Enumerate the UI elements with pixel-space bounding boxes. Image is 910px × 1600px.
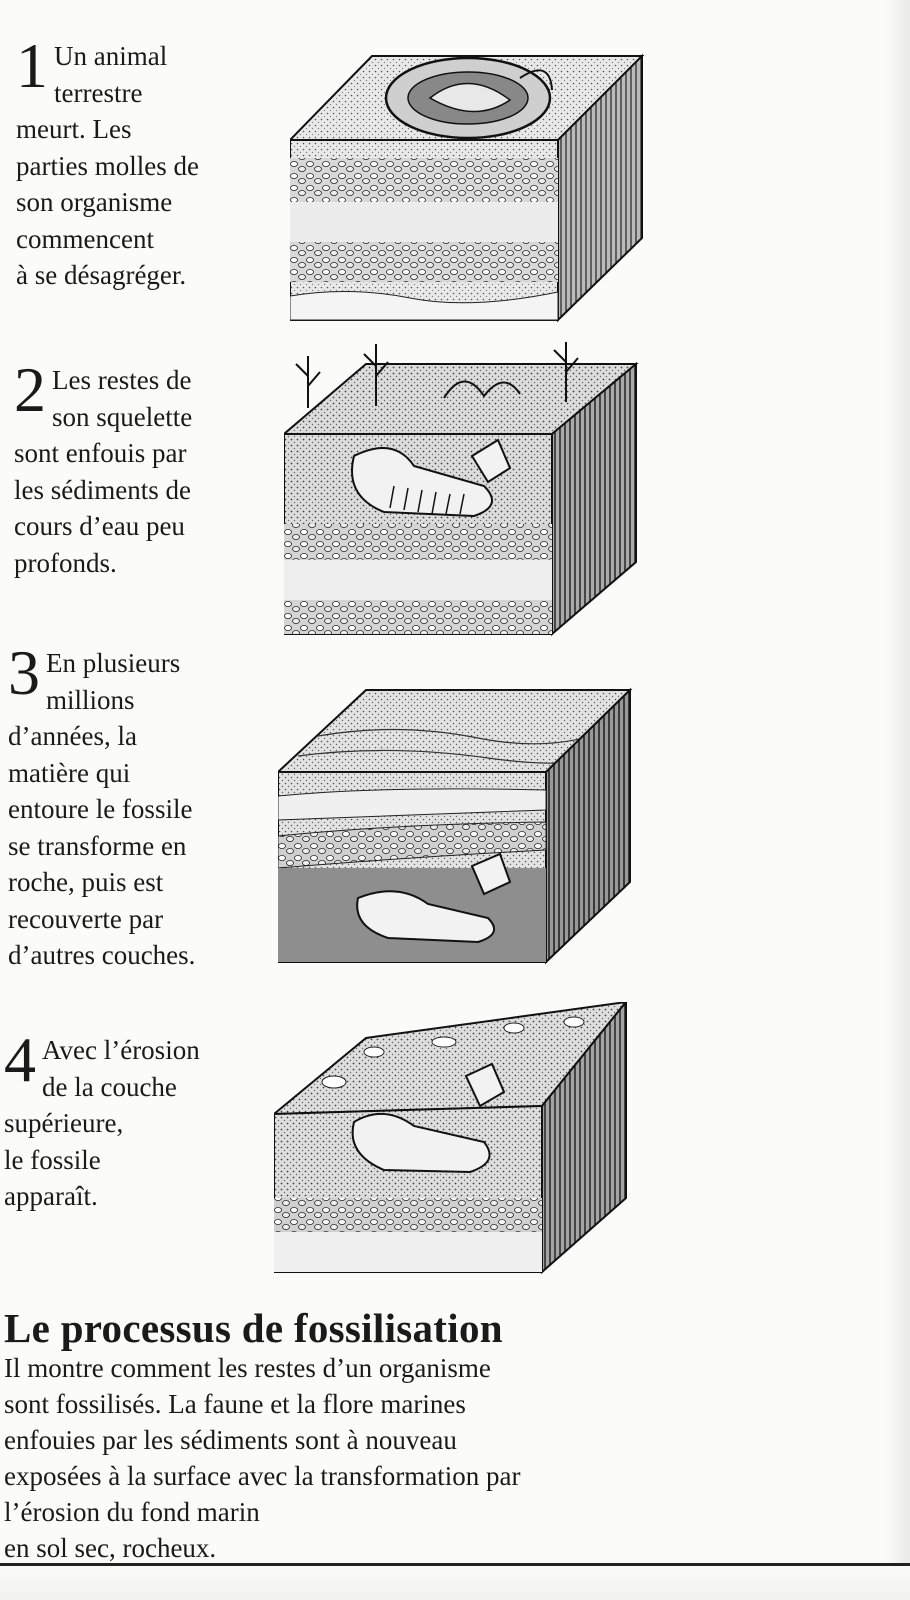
step-2-line: cours d’eau peu [14,511,185,541]
step-4-line: supérieure, [4,1108,124,1138]
step-4-line: Avec l’érosion [42,1035,200,1065]
step-3-line: En plusieurs [46,648,181,678]
step-3-line: recouverte par [8,903,164,934]
step-4-line: le fossile [4,1144,101,1175]
step-3-line: d’autres couches. [8,940,196,970]
step-1-line: commencent [16,223,154,254]
caption-line: sont fossilisés. La faune et la flore marines [4,1389,466,1419]
step-2-line: profonds. [14,547,117,578]
step-3-text [8,637,270,974]
step-4-text [4,1024,266,1215]
step-3-line: entoure le fossile [8,794,193,824]
step-4-line: apparaît. [4,1181,98,1211]
caption-line: Il montre comment les restes d’un organisme [4,1353,491,1383]
step-1-line: son organisme [16,187,173,217]
step-1-line: à se désagréger. [16,260,187,290]
caption-line: en sol sec, rocheux. [4,1533,217,1563]
rock-block-buried-skeleton [284,336,644,652]
step-1-number: 1 [16,30,48,101]
step-1-line: terrestre [54,77,143,108]
rock-block-exposed-fossil [274,1002,634,1298]
step-4-number: 4 [4,1024,36,1095]
step-3-line: d’années, la [8,721,137,751]
page-bottom-edge [0,1563,910,1600]
step-1-body [16,30,266,294]
step-2-line: son squelette [52,401,193,432]
step-3-body [8,637,270,974]
step-4-body [4,1024,266,1215]
caption-line: l’érosion du fond marin [4,1497,260,1527]
step-4-line: de la couche [42,1071,177,1102]
caption-line: enfouies par les sédiments sont à nouveau [4,1425,457,1455]
step-2-line: les sédiments de [14,474,191,505]
step-3-line: roche, puis est [8,867,164,897]
rock-block-covered-fossil [278,686,638,984]
step-3-line: se transforme en [8,830,187,861]
caption-body [4,1350,684,1566]
step-1-line: parties molles de [16,150,199,181]
step-2-number: 2 [14,354,46,425]
step-3-number: 3 [8,637,40,708]
step-1-line: Un animal [54,41,168,71]
caption-line: exposées à la surface avec la transformation par [4,1461,521,1491]
step-2-body [14,354,274,581]
step-1-line: meurt. Les [16,114,132,144]
step-3-line: millions [46,684,135,715]
step-2-text [14,354,274,581]
step-1-text [16,30,266,294]
step-2-line: Les restes de [52,365,192,395]
caption-title: Le processus de fossilisation [4,1305,503,1351]
rock-block-dead-animal [290,28,650,328]
step-3-line: matière qui [8,757,131,788]
page-shadow [886,0,910,1600]
step-2-line: sont enfouis par [14,438,187,468]
